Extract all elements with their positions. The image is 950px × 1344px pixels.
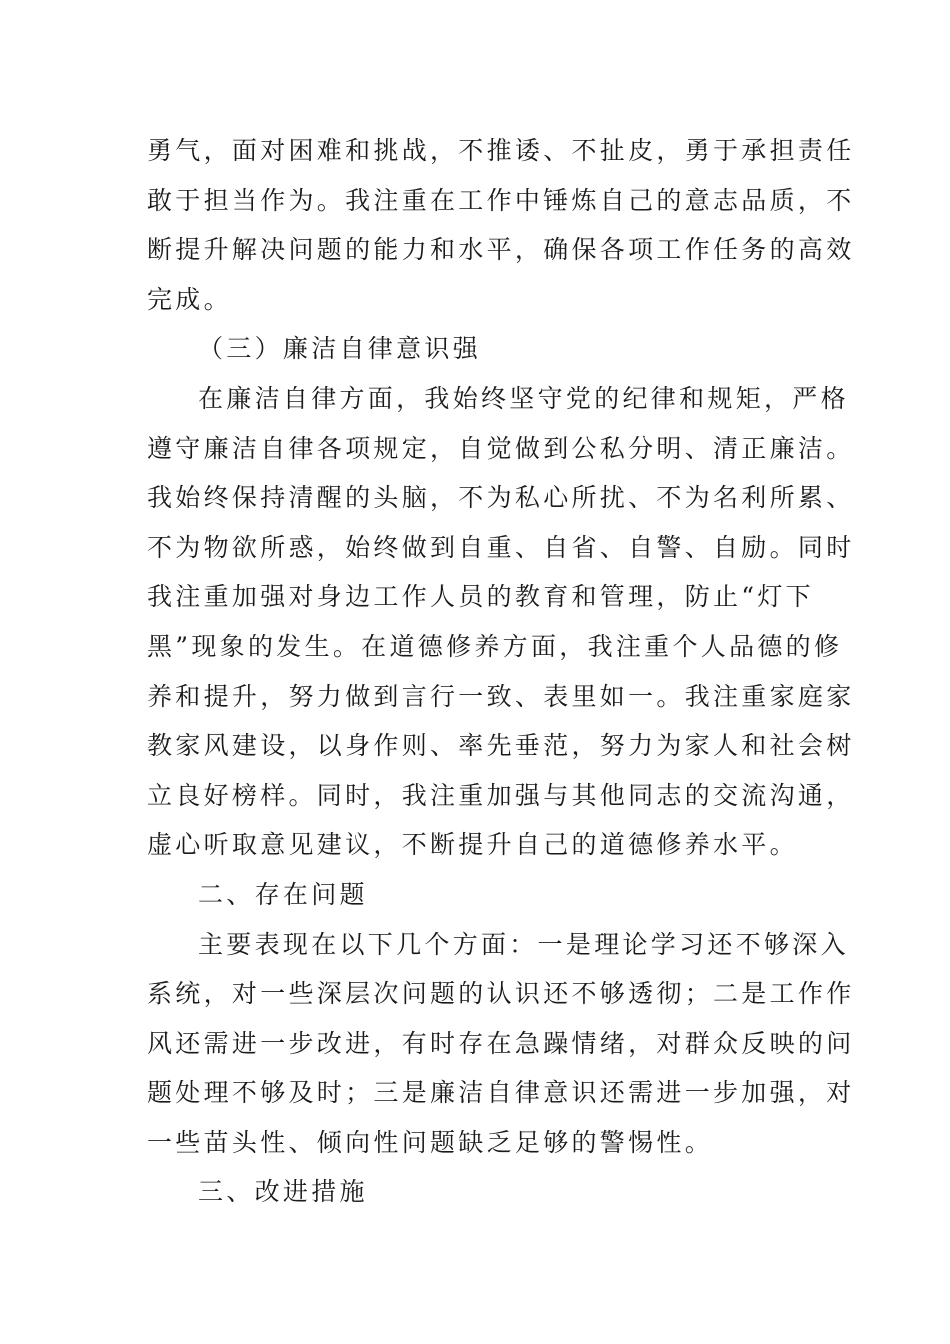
text-line: 系统，对一些深层次问题的认识还不够透彻；二是工作作	[147, 979, 855, 1009]
text-line: 黑”现象的发生。在道德修养方面，我注重个人品德的修	[147, 631, 843, 661]
text-line: 二、存在问题	[198, 879, 368, 909]
text-line: 我始终保持清醒的头脑，不为私心所扰、不为名利所累、	[147, 483, 855, 513]
text-line: 立良好榜样。同时，我注重加强与其他同志的交流沟通，	[147, 780, 855, 810]
text-line: 教家风建设，以身作则、率先垂范，努力为家人和社会树	[147, 731, 855, 761]
text-line: 一些苗头性、倾向性问题缺乏足够的警惕性。	[147, 1127, 714, 1157]
text-line: 勇气，面对困难和挑战，不推诿、不扯皮，勇于承担责任	[147, 136, 855, 165]
text-line: 断提升解决问题的能力和水平，确保各项工作任务的高效	[147, 235, 855, 265]
text-line: 在廉洁自律方面，我始终坚守党的纪律和规矩，严格	[198, 383, 849, 413]
text-line: 主要表现在以下几个方面：一是理论学习还不够深入	[198, 929, 849, 959]
text-line: 完成。	[147, 284, 232, 314]
text-line: 虚心听取意见建议，不断提升自己的道德修养水平。	[147, 830, 798, 860]
text-line: 敢于担当作为。我注重在工作中锤炼自己的意志品质，不	[147, 185, 855, 215]
text-line: 我注重加强对身边工作人员的教育和管理，防止“灯下	[147, 582, 814, 612]
text-line: 题处理不够及时；三是廉洁自律意识还需进一步加强，对	[147, 1078, 855, 1108]
document-body	[147, 126, 855, 1217]
text-line: 不为物欲所惑，始终做到自重、自省、自警、自励。同时	[147, 532, 855, 562]
text-line: 遵守廉洁自律各项规定，自觉做到公私分明、清正廉洁。	[147, 433, 855, 463]
text-line: 养和提升，努力做到言行一致、表里如一。我注重家庭家	[147, 681, 855, 711]
text-line: 三、改进措施	[198, 1177, 368, 1207]
text-line: （三）廉洁自律意识强	[198, 334, 482, 364]
text-line: 风还需进一步改进，有时存在急躁情绪，对群众反映的问	[147, 1028, 855, 1058]
